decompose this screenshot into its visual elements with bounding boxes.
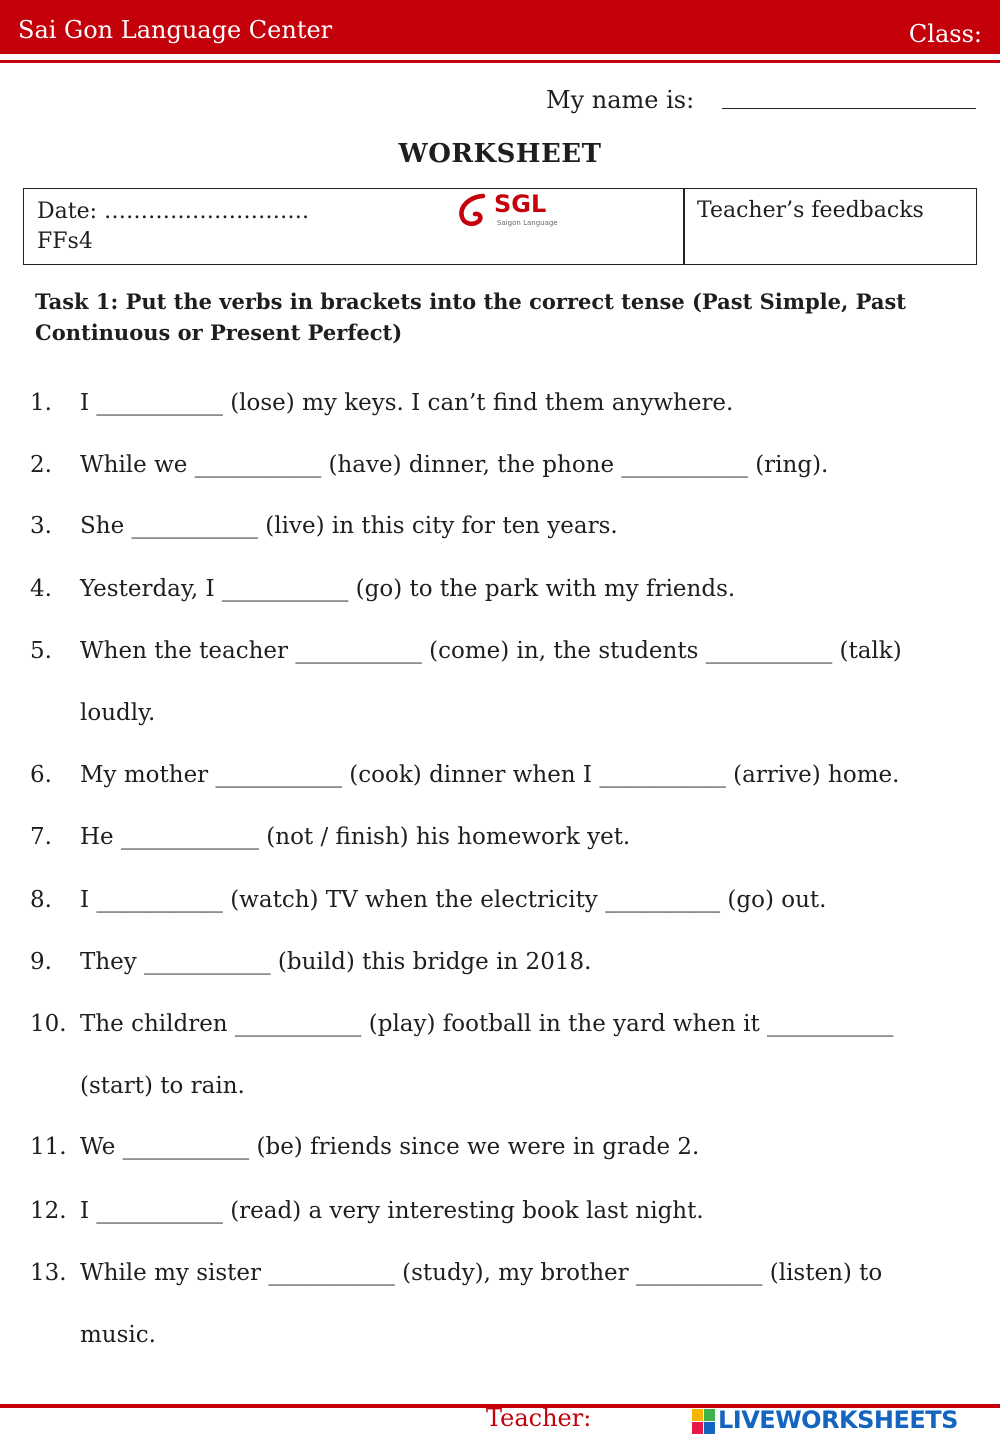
- question-text: I ___________ (lose) my keys. I can’t find them anywhere.: [80, 390, 734, 416]
- question-text: While we ___________ (have) dinner, the phone ___________ (ring).: [80, 452, 829, 478]
- worksheet-code: FFs4: [37, 229, 93, 254]
- question-text: When the teacher ___________ (come) in, the students ___________ (talk): [80, 638, 902, 664]
- sgl-swirl-icon: [455, 191, 495, 231]
- question-number: 13.: [30, 1260, 67, 1286]
- question-number: 11.: [30, 1134, 67, 1160]
- logo-brand: SGL: [494, 190, 547, 218]
- class-label: Class:: [908, 20, 982, 48]
- center-name: Sai Gon Language Center: [18, 16, 333, 44]
- question-text: She ___________ (live) in this city for ten years.: [80, 513, 618, 539]
- question-number: 8.: [30, 887, 52, 913]
- question-number: 10.: [30, 1011, 67, 1037]
- question-number: 5.: [30, 638, 52, 664]
- date-field: Date: ……………………….: [37, 199, 310, 224]
- question-number: 2.: [30, 452, 52, 478]
- liveworksheets-icon: [692, 1409, 716, 1435]
- header-divider: [0, 60, 1000, 63]
- header-bar: [0, 0, 1000, 54]
- question-continuation: music.: [80, 1322, 156, 1348]
- teacher-label: Teacher:: [486, 1404, 592, 1432]
- question-text: While my sister ___________ (study), my brother ___________ (listen) to: [80, 1260, 883, 1286]
- question-text: They ___________ (build) this bridge in 2018.: [80, 949, 592, 975]
- question-number: 6.: [30, 762, 52, 788]
- info-table: [23, 188, 977, 265]
- question-text: The children ___________ (play) football in the yard when it ___________: [80, 1011, 894, 1037]
- question-number: 1.: [30, 390, 52, 416]
- question-text: Yesterday, I ___________ (go) to the park with my friends.: [80, 576, 736, 602]
- question-number: 12.: [30, 1198, 67, 1224]
- question-number: 9.: [30, 949, 52, 975]
- question-text: We ___________ (be) friends since we were in grade 2.: [80, 1134, 700, 1160]
- question-number: 7.: [30, 824, 52, 850]
- table-divider: [683, 189, 685, 264]
- question-text: My mother ___________ (cook) dinner when I ___________ (arrive) home.: [80, 762, 900, 788]
- task-instruction: [35, 286, 980, 348]
- name-field[interactable]: [722, 108, 976, 109]
- logo-subtitle: Saigon Language: [497, 219, 558, 227]
- page-title: WORKSHEET: [398, 139, 602, 169]
- question-continuation: (start) to rain.: [80, 1073, 245, 1099]
- question-continuation: loudly.: [80, 700, 156, 726]
- teacher-feedback-label: Teacher’s feedbacks: [697, 198, 924, 223]
- question-text: I ___________ (read) a very interesting book last night.: [80, 1198, 704, 1224]
- liveworksheets-logo[interactable]: [692, 1404, 988, 1440]
- question-number: 3.: [30, 513, 52, 539]
- name-label: My name is:: [546, 86, 695, 114]
- question-number: 4.: [30, 576, 52, 602]
- sgl-logo: [455, 191, 565, 231]
- task-label: Task 1:: [35, 289, 119, 314]
- task-text: Put the verbs in brackets into the correct tense (Past Simple, Past Continuous or Present Perfect): [35, 289, 906, 345]
- liveworksheets-text: LIVEWORKSHEETS: [718, 1406, 958, 1434]
- question-text: I ___________ (watch) TV when the electricity __________ (go) out.: [80, 887, 827, 913]
- question-text: He ____________ (not / finish) his homework yet.: [80, 824, 631, 850]
